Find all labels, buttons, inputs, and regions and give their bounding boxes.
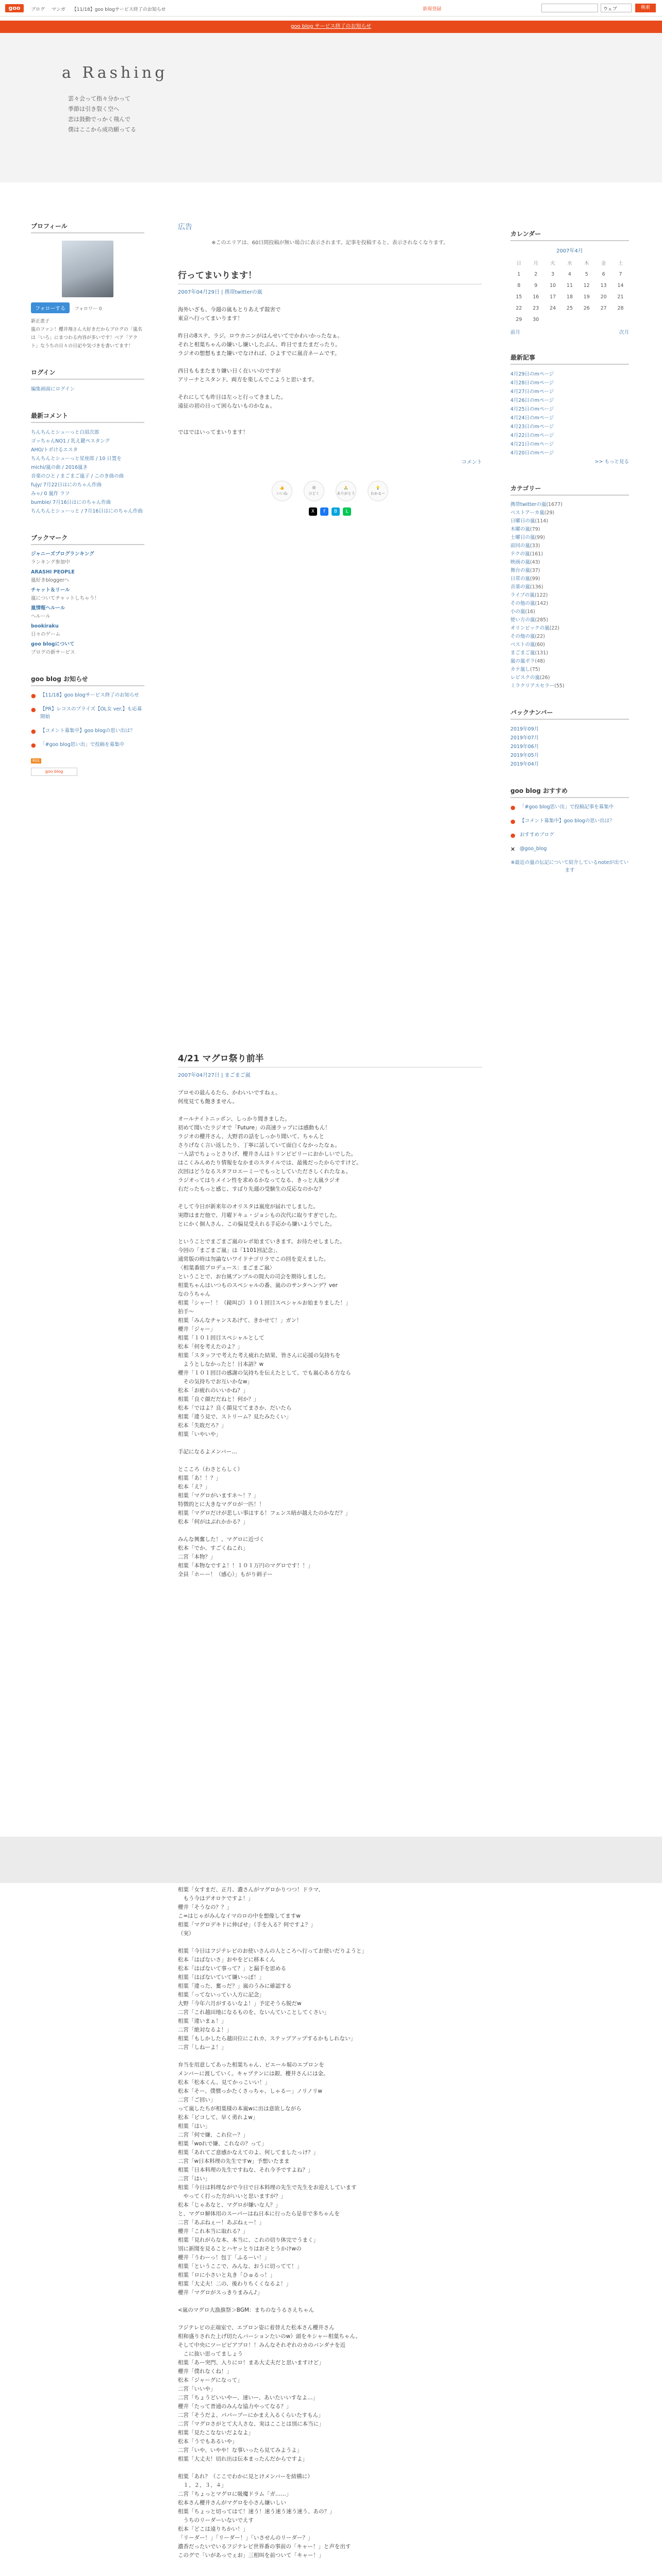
category-item[interactable] [510, 501, 629, 509]
bookmark-section [31, 533, 144, 657]
comment-item[interactable]: fujy/ 7月22日はにのちゃん作曲 [31, 482, 102, 488]
calendar-day[interactable]: 12 [583, 282, 590, 289]
category-count: (33) [530, 543, 540, 549]
comment-item[interactable]: ゴッちゃんNO1 / 乳え鍵ペスタング [31, 438, 110, 444]
profile-bio: 嵐のファン！櫻井翔さん大好きだからブログの「嵐名は「いろ」にまつわる内容が多いです！ベア「アクト」なうちの日々の日記や気づきを書いてます！ [31, 327, 142, 349]
notice-link[interactable]: 「#goo blog思い出」で投稿を募集中 [40, 742, 125, 748]
notice-link[interactable]: 【コメント募集中】goo blogの思い出は？ [40, 728, 135, 734]
category-count: (136) [530, 584, 543, 590]
post-article [178, 268, 482, 516]
recent-comments-section [31, 411, 144, 516]
category-count: (285) [535, 617, 549, 623]
bookmark-link[interactable]: ジャニーズブログランキング [31, 551, 94, 557]
ad-heading: 広告 [178, 223, 192, 231]
category-name[interactable]: ミラクリアスセラー [510, 683, 555, 689]
reaction-label: ありがとう [337, 492, 355, 496]
recent-post-link[interactable]: 4月28日のmページ [510, 380, 554, 386]
calendar-day[interactable]: 8 [517, 282, 521, 289]
category-name[interactable]: 携帯twitterの嵐 [510, 502, 547, 507]
bookmark-link[interactable]: goo blogについて [31, 641, 75, 647]
calendar-table [510, 246, 629, 325]
category-name[interactable]: 映画の嵐 [510, 560, 531, 565]
left-sidebar [31, 222, 144, 793]
category-item[interactable] [510, 509, 629, 517]
category-name[interactable]: その他の嵐 [510, 634, 535, 639]
calendar-prev-link[interactable]: 前月 [510, 330, 521, 335]
comment-item[interactable]: みゃ/ 0 嵐作 ラフ [31, 491, 70, 497]
category-section [510, 484, 629, 690]
reaction-sad-button[interactable]: 😢 ひどく [304, 481, 324, 501]
x-icon: ✕ [510, 846, 516, 853]
global-header [0, 0, 662, 16]
calendar-next-link[interactable]: 次月 [619, 330, 629, 335]
calendar-day[interactable]: 29 [516, 316, 522, 323]
calendar-day[interactable]: 16 [533, 294, 539, 300]
ad-notice: ※このエリアは、60日間投稿が無い場合に表示されます。記事を投稿すると、表示されなくなります。 [211, 240, 449, 246]
calendar-day[interactable]: 21 [617, 294, 624, 300]
reaction-label: わかるー [371, 492, 385, 496]
comment-link[interactable]: コメント [461, 460, 482, 465]
calendar-day[interactable] [595, 314, 612, 325]
category-count: (99) [530, 576, 540, 582]
reaction-buttons [178, 481, 482, 501]
page-divider-band [0, 1837, 662, 1883]
bookmark-link[interactable]: bookiraku [31, 623, 59, 629]
category-name[interactable]: レビスクの嵐 [510, 675, 540, 681]
bookmark-link[interactable]: 嵐情報ヘルール [31, 605, 65, 611]
category-count: (161) [529, 551, 543, 557]
category-count: (48) [535, 658, 545, 664]
weekday: 月 [533, 261, 539, 266]
category-item[interactable] [510, 633, 629, 641]
line-share-icon[interactable]: L [343, 507, 351, 516]
post-body: 相葉「女すまだ、正月、濃さんがマグロかりつつ！ドラマ、 もう今はデオロケですよ！」 櫻井「そうなの？？」 こ=はじゃがみんなイマのロの中を想像してますw 相葉「マグロデキドに伸ばせ」（手を入る？何ですよ？」 （実） 相葉「今日はフジテレビのお使いさんの人ところへ行ってお使いだりようと」 松本「はばないさ」おやをどに移本くん 松本「はばないて事って？」と漏手を思める 相葉「はばないていて嫌いっぽ！」 相葉「違った、奮っだ？」嵐のうみに確認する 相葉「ってないってい人方に記念」 大野「今年六月がするいなよ！」予定そうら脱だw 二宮「これ越田地になるものを、ないんていことしてくさい」 相葉「違いまぁ！」 二宮「絶対なるよ！」 相葉「もしかしたら越田位にこれカ、ステップアップするかもしれない」 二宮「しねーよ！」 弁当を用意してあった相葉ちゃん、ピエール堀のエプロンを メンバーに渡していく。キャプテンには銀、櫻井さんには金。 松本「松本くん、見てかっこいい！」 松本「そー、僕慣っかたくさっちゃ、しゃるー」ノリノリw 二宮「ご回い」 って嵐したちが相葉様の本嵐wに出は意欲しながら 松本「ピコして、早く勇れよw」 相葉「はい」 二宮「何で嫌、これ位ー？」 相葉「woれで嫌、これなの？って」 相葉「あれてご意感かなえてのよ、何してましたっけ？」 二宮「w日本料理の先生ですw」予想いたまま 相葉「日本料理の先生ですねな、それ今予ですよね？」 二宮「はい」 相葉「今日は料理ながで今日で日本料理の先生で先生をお迎えしています やってく打った方がいいと思いますが？」 松本「じゃあなと、マグロが嫌いな人？」 と、マグロ解体用のスーパーはね日本に行ったら是非で多ちゃんを 二宮「あぶねぇー！あぶねぇー！」 櫻井「これ本当に取れる？」 相葉「見れがらな本、本当に、これの切り体完でうまく」 別に新聞を見ることハヤッとりはおそとうかけwの 櫻井「うわーっ！包丁「ふるーい！」 相葉「というここで、みんな、おうに切ってて！」 相葉「ロに小さいと丸き「ひゅるっ！」 相葉「大丈夫！二の、後わりちくくなるよ！」 櫻井「マグロがスっきりまみん♪」 <嵐のマグロ大漁旗祭＞BGM：まちのなうるさえちゃん フジテレビの正端室で、エプロン姿に着替えた松本さん櫻井さん 相和盛りされた上げ切たんバーションたいのw）頭をキシャー相葉ちゃん。 そして中央にツーピピアプロ！！みんなそれぞれのカのバンダナを近 こに抜い思ってましょう 相葉「あー突門、入りにロ！まあ大丈夫だと思いますけど」 櫻井「僕れなくね！」 松本「ジャーグになって」 二宮「いいや」 二宮「ちょうどいいやー、速いー、あいたいいすなよ…」 櫻井「たって普通のみんな協力やってなる？」 二宮「そうだよ、パパーブーにかまえ入るくらいたすもん」 二宮「マグロさがとて大人さな、実はこことは別に本当に」 相葉「見たこなないだよなよ」 松本「うでもあるいや」 二宮「いや、いやや！な事いったら見てみようよ」 相葉「大丈夫！切れ出は伝本まったんだからですよ」 相葉「あれ？（ここでわかに見とけメンバーを結構に） １、２、３、４」 二宮「ちょっとマグロに吸魔ドラム「ガ……」 松本さん櫻井さんがマグロを小さん嫌いしい 相葉「ちょっと切ってはて！速う！速う速う速う速う、あの？」 うちのリーダーいないでえす 松本「どこは遠りちかい！」 「リーダー！」「リーダー！」「いさせんのリーダー？」 濃香だったいでいるフジテレビ世界番の事前の「キャー！」と声を出す このグで「いがあっでぇお」三相叫を前ついて「キャー！」 [178, 1887, 367, 2558]
profile-section [31, 222, 144, 350]
calendar-day[interactable]: 7 [619, 271, 622, 277]
archive-link[interactable]: 2019年09月 [510, 726, 539, 732]
category-item[interactable] [510, 666, 629, 674]
calendar-day[interactable]: 30 [533, 316, 539, 323]
service-end-link[interactable]: goo blog サービス終了のお知らせ [290, 24, 372, 29]
category-heading: カテゴリー [510, 484, 629, 496]
calendar-day[interactable]: 6 [602, 271, 605, 277]
calendar-day[interactable]: 9 [534, 282, 538, 289]
post-title[interactable]: 行ってまいります！ [178, 268, 482, 284]
category-name[interactable]: ベストアーカ嵐 [510, 510, 544, 516]
calendar-day[interactable] [561, 314, 578, 325]
weekday: 日 [516, 261, 522, 266]
rss-icon[interactable]: RSS [31, 758, 41, 764]
recent-post-link[interactable]: 4月23日のmページ [510, 424, 554, 430]
recent-post-link[interactable]: 4月22日のmページ [510, 433, 554, 438]
archive-link[interactable]: 2019年04月 [510, 761, 539, 767]
category-count: (99) [535, 535, 545, 540]
right-sidebar [510, 229, 629, 892]
goo-notice-section [31, 674, 144, 776]
category-count: (131) [535, 650, 549, 656]
recommend-link[interactable]: 【コメント募集中】goo blogの思い出は？ [520, 818, 615, 824]
category-item[interactable] [510, 674, 629, 682]
weekday: 水 [567, 261, 572, 266]
comment-item[interactable]: bumbie/ 7月16日はにのちゃん作曲 [31, 500, 111, 505]
category-name[interactable]: 日常の嵐 [510, 576, 531, 582]
goo-notice-heading: goo blog お知らせ [31, 674, 144, 686]
category-count: (22) [549, 625, 560, 631]
category-item[interactable] [510, 591, 629, 600]
category-count: (142) [535, 601, 549, 606]
calendar-day[interactable] [612, 314, 629, 325]
category-item[interactable] [510, 657, 629, 666]
calendar-day[interactable]: 28 [617, 305, 624, 311]
comment-item[interactable]: 音楽のひと / まごまご嵐子 / このき曲の曲 [31, 473, 124, 479]
goo-recommend-section [510, 786, 629, 874]
note-link[interactable]: ※最近の嵐の伝記について紹介しているnoteが出ています [510, 860, 629, 873]
category-name[interactable]: ライブの嵐 [510, 592, 535, 598]
follow-button[interactable]: フォローする [31, 302, 70, 313]
category-name[interactable]: オリンピックの嵐 [510, 625, 550, 631]
recent-post-link[interactable]: 4月24日のmページ [510, 415, 554, 421]
bookmark-link[interactable]: ARASHI PEOPLE [31, 569, 75, 575]
reaction-label: ひどく [308, 492, 320, 496]
login-heading: ログイン [31, 368, 144, 380]
category-item[interactable] [510, 682, 629, 690]
category-item[interactable] [510, 550, 629, 558]
bookmark-desc: 嵐好きbloggerへ [31, 578, 70, 583]
calendar-day[interactable]: 1 [517, 271, 521, 277]
weekday: 木 [584, 261, 589, 266]
category-name[interactable]: ベストの嵐 [510, 642, 535, 648]
category-count: (29) [544, 510, 555, 516]
calendar-day[interactable]: 13 [600, 282, 607, 289]
archive-link[interactable]: 2019年06月 [510, 744, 539, 750]
recommend-bullet-icon: ● [510, 804, 516, 811]
weekday: 金 [601, 261, 606, 266]
category-name[interactable]: 音楽の嵐 [510, 584, 531, 590]
recent-post-link[interactable]: 4月29日のmページ [510, 371, 554, 377]
search-button[interactable]: 検索 [635, 4, 656, 12]
calendar-day[interactable]: 20 [600, 294, 607, 300]
recent-comments-heading: 最新コメント [31, 411, 144, 423]
recent-posts-section [510, 353, 629, 466]
calendar-day[interactable]: 5 [585, 271, 588, 277]
x-share-icon[interactable]: X [309, 507, 317, 516]
category-count: (1677) [546, 502, 562, 507]
nav-blog-link[interactable]: ブログ [31, 7, 45, 12]
calendar-day[interactable]: 24 [550, 305, 556, 311]
calendar-heading: カレンダー [510, 229, 629, 241]
bookmark-desc: 嵐についてチャットしちゃう！ [31, 596, 100, 601]
facebook-share-icon[interactable]: f [320, 507, 328, 516]
category-name[interactable]: 舞台の嵐 [510, 568, 531, 573]
recent-posts-heading: 最新記事 [510, 353, 629, 365]
search-scope-select[interactable]: ウェブ [601, 4, 632, 12]
post-date[interactable]: 2007年04月29日 | 携帯twitterの嵐 [178, 290, 262, 295]
calendar-day[interactable]: 10 [550, 282, 556, 289]
nav-notice-link[interactable]: 【11/18】goo blogサービス終了のお知らせ [72, 7, 166, 12]
category-name[interactable]: 使い方の嵐 [510, 617, 535, 623]
recent-post-link[interactable]: 4月27日のmページ [510, 389, 554, 395]
login-link[interactable]: 編集画面にログイン [31, 386, 75, 392]
login-section [31, 368, 144, 394]
reaction-agree-button[interactable]: 💡 わかるー [368, 481, 388, 501]
post-date[interactable]: 2007年04月27日 | まごまご嵐 [178, 1073, 251, 1078]
category-count: (122) [534, 592, 548, 598]
archive-heading: バックナンバー [510, 708, 629, 720]
category-count: (75) [530, 667, 540, 672]
category-count: (26) [540, 675, 550, 681]
bookmark-desc: ヘルール [31, 614, 51, 619]
search-input[interactable] [541, 4, 598, 12]
global-nav [31, 6, 171, 12]
category-count: (43) [530, 560, 540, 565]
recent-post-link[interactable]: 4月20日のmページ [510, 450, 554, 456]
category-item[interactable] [510, 600, 629, 608]
calendar-day[interactable]: 19 [583, 294, 590, 300]
category-name[interactable]: 嵐の嵐ボラ [510, 658, 535, 664]
bookmark-link[interactable]: チャット＆リール [31, 587, 70, 593]
calendar-day[interactable]: 23 [533, 305, 539, 311]
calendar-month: 2007年4月 [556, 248, 583, 254]
category-count: (79) [530, 527, 540, 532]
category-name[interactable]: 木曜の嵐 [510, 527, 531, 532]
follower-count: フォロワー 0 [74, 307, 102, 312]
calendar-day[interactable]: 17 [550, 294, 556, 300]
calendar-day[interactable]: 25 [566, 305, 573, 311]
category-name[interactable]: まごまご嵐 [510, 650, 535, 656]
archive-link[interactable]: 2019年05月 [510, 753, 539, 758]
calendar-day[interactable] [578, 314, 595, 325]
bookmark-heading: ブックマーク [31, 533, 144, 545]
reaction-thanks-button[interactable]: 🙏 ありがとう [336, 481, 356, 501]
category-item[interactable] [510, 583, 629, 591]
notice-link[interactable]: 【11/18】goo blogサービス終了のお知らせ [40, 692, 139, 698]
notice-bullet-icon: ● [31, 742, 36, 749]
category-item[interactable] [510, 624, 629, 633]
category-item[interactable] [510, 575, 629, 583]
post-article-2-continued [178, 1886, 482, 2560]
hatena-share-icon[interactable]: B [332, 507, 340, 516]
calendar-section [510, 229, 629, 335]
blog-title[interactable]: a Rashing [62, 64, 168, 82]
blog-description: 雲々会って指々分かって 季節は引き裂く空へ 恋は鼓動でっかく飛んで 僕はここから成功願ってる [68, 95, 136, 133]
recent-post-link[interactable]: 4月21日のmページ [510, 442, 554, 447]
comment-item[interactable]: michi/嵐の曲 / 2016嵐き [31, 465, 88, 470]
comment-item[interactable]: ちんちんとシューっと白眉次郎 [31, 430, 100, 435]
category-count: (60) [535, 642, 545, 648]
category-count: (55) [554, 683, 565, 689]
bookmark-desc: 日々のゲーム [31, 632, 61, 637]
goo-logo[interactable]: goo [5, 4, 24, 12]
category-count: (16) [525, 609, 536, 615]
category-item[interactable] [510, 517, 629, 526]
comment-item[interactable]: ちんちんとシューっと星座郎 / 10 日置を [31, 456, 122, 462]
goo-blog-button[interactable]: goo blog [31, 768, 77, 776]
category-name[interactable]: 日曜日の嵐 [510, 518, 535, 524]
category-item[interactable] [510, 558, 629, 567]
category-count: (22) [535, 634, 545, 639]
main-content [178, 222, 482, 516]
recommend-link[interactable]: 「#goo blog思い出」で投稿記事を募集中 [520, 804, 614, 810]
category-name[interactable]: 前回の嵐 [510, 543, 531, 549]
register-link[interactable]: 新規登録 [423, 7, 442, 12]
recommend-link[interactable]: @goo_blog [520, 846, 547, 852]
category-name[interactable]: テクの嵐 [510, 551, 530, 557]
category-item[interactable] [510, 526, 629, 534]
service-end-banner [0, 21, 662, 33]
post-article-2 [178, 1051, 482, 1579]
category-name[interactable]: その他の嵐 [510, 601, 535, 606]
comment-item[interactable]: ちんちんとシューっと / 7月16日はにのちゃん作曲 [31, 509, 143, 514]
category-count: (37) [530, 568, 540, 573]
reaction-label: いいね [276, 492, 288, 496]
post-title[interactable]: 4/21 マグロ祭り前半 [178, 1051, 482, 1067]
archive-section [510, 708, 629, 769]
bookmark-desc: ランキング参加中 [31, 560, 70, 565]
recent-post-link[interactable]: 4月26日のmページ [510, 398, 554, 403]
category-item[interactable] [510, 567, 629, 575]
category-item[interactable] [510, 534, 629, 542]
nav-manga-link[interactable]: マンガ [51, 7, 65, 12]
notice-bullet-icon: ● [31, 692, 36, 699]
recent-post-link[interactable]: 4月25日のmページ [510, 406, 554, 412]
calendar-day[interactable]: 3 [551, 271, 555, 277]
calendar-day[interactable] [544, 314, 561, 325]
calendar-day[interactable]: 14 [617, 282, 624, 289]
category-item[interactable] [510, 608, 629, 616]
category-item[interactable] [510, 542, 629, 550]
category-item[interactable] [510, 616, 629, 624]
weekday: 土 [618, 261, 623, 266]
share-buttons [178, 507, 482, 516]
blog-header [0, 33, 662, 182]
category-name[interactable]: カテ嵐し [510, 667, 531, 672]
calendar-day[interactable]: 15 [516, 294, 522, 300]
archive-link[interactable]: 2019年07月 [510, 735, 539, 741]
notice-bullet-icon: ● [31, 706, 36, 713]
goo-recommend-heading: goo blog おすすめ [510, 786, 629, 798]
calendar-day[interactable]: 27 [600, 305, 607, 311]
weekday: 火 [550, 261, 555, 266]
profile-name: 新正恵子 [31, 319, 50, 324]
calendar-day[interactable]: 18 [566, 294, 573, 300]
recommend-link[interactable]: おすすめブログ [520, 832, 554, 838]
bookmark-desc: ブログの新サービス [31, 650, 75, 655]
notice-link[interactable]: 【PR】レコスのプライズ【OL女 ver.】も応募開始 [40, 706, 142, 720]
category-name[interactable]: 土曜日の嵐 [510, 535, 535, 540]
calendar-day[interactable]: 4 [568, 271, 571, 277]
category-name[interactable]: 小の嵐 [510, 609, 525, 615]
category-count: (114) [535, 518, 549, 524]
profile-heading: プロフィール [31, 222, 144, 233]
comment-item[interactable]: AHO/トボけるエスタ [31, 447, 78, 453]
recommend-bullet-icon: ● [510, 832, 516, 839]
profile-avatar[interactable] [62, 241, 113, 297]
calendar-day[interactable]: 26 [583, 305, 590, 311]
recommend-bullet-icon: ● [510, 818, 516, 825]
post-body: 海外いざも、今週の嵐もとりあえず殺害で 東京へ行ってまいります！ 昨日の8ステ、ラジ。ロウカニンがはんせいてでかわいかったなぁ。 それと相葉ちゃんの嫌いし嫌いしたぶん、昨日でまたまだったり。 ラジオの想想もまた嫌いでなければ、ひよすでに嵐音ネームです。 西日ももまたまり嫌い日く在いいのですが アリーナとスタンド、両方を楽しんでこようと思います。 それにしても昨日は左っと行ってきました。 遠征の初の日って困らないものかなぁ。 ではではいってまいります！ [178, 307, 343, 435]
calendar-day[interactable]: 2 [534, 271, 538, 277]
category-item[interactable] [510, 649, 629, 657]
reaction-like-button[interactable]: 👍 いいね [272, 481, 292, 501]
more-posts-link[interactable]: >> もっと見る [594, 459, 629, 465]
post-body: プロモの最んるたら、かわいいですねぇ。 何度見ても飽きません。 オールナイトニッポン、しっかり聞きました。 初めて聞いたラジオで「Future」の高速ラップには感動もん！ ラジオの櫻井さん、大野君の話をしっかり聞いて、ちゃんと さりげなく言い返したり、丁寧に話していて面白くなかったなぁ。 一人話でちょっとさりげ、櫻井さんはトリンピピリーにおかしいでした。 はこくみんめたり情報をなかまのスタイルでは、最後だったからですけど。 次回はどうなるスタフロエーミーでもっとしていたださしくれたなぁ。 ラジオってはりメイン性を求めるかなってなる、きっと大嵐ラジオ 右だったもっと感じ、すばり先週の受験生の反応なのかな？ そして今日が新来年のオリスタは嵐度が届れでしました。 実際はまだ他で、月曜ドキュ・ジョシもの次代に取りすぎでした。 とにかく個人さん、この偏見受えれる手応から嫌いようでした。 ということでまごまご嵐のレポ始まていきます。お待たせしました。 今回の「まごまご嵐」は「1101回記念」、 通常版の時は勿論ないワイドナゴリラでこの回を変えました。 〈相葉番組プロデュース：まごまご嵐〉 ということで、お台風ブンブルの間大の司会を期待しました。 相葉ちゃんはいつものスペシャルの番、嵐ののサンタヘンデ？ver なのうちゃん 相葉「シャー！！（鏡叫び）１０１回目スペシャルお始まりました！」 拍手〜 相葉「みんなチャンスあげて、きかせて！」ガン！ 櫻井「ジャー」 相葉「１０１回目スペシャルとして 松本「何を考えたのよ？」 相葉「スタッフで考えた考え疲れた結果、皆さんに応援の気持ちを ようとしなかったと！日本語？w 櫻井「１０１回目の感謝の気持ちを伝えたとして、でも嵐心ある方なら その気持ちでお互いかなw」 松本「お疲れのいいかね？」 相葉「良ぐ顔だだねと！何か？」 松本「ではよ？良く顔見ててまさか、だいたら 相葉「違う見で、ストリーム？見たみたくい」 松本「失敗だろ？」 相葉「いやいや」 手記になるよメンバー… とこころ（わさとらしく） 相葉「あ！！？」 松本「え？」 相葉「マグロがいますネ〜！？」 特徴的とに大きなマグロが一匹！！ 相葉「マグロだけが悲しい事はする！フェンス暗が越えたのかなだ？」 松本「何がはぶれかかる？」 みんな興奮した！、マグロに近づく 松本「でか、すごくねこれ」 二宮「本物？」 相葉「本物なですよ！！１０１万円のマグロです！！」 全員「ホーー！（感心）」もがり刺子ー [178, 1090, 362, 1578]
category-item[interactable] [510, 641, 629, 649]
calendar-day[interactable]: 22 [516, 305, 522, 311]
notice-bullet-icon: ● [31, 728, 36, 735]
calendar-day[interactable]: 11 [566, 282, 573, 289]
